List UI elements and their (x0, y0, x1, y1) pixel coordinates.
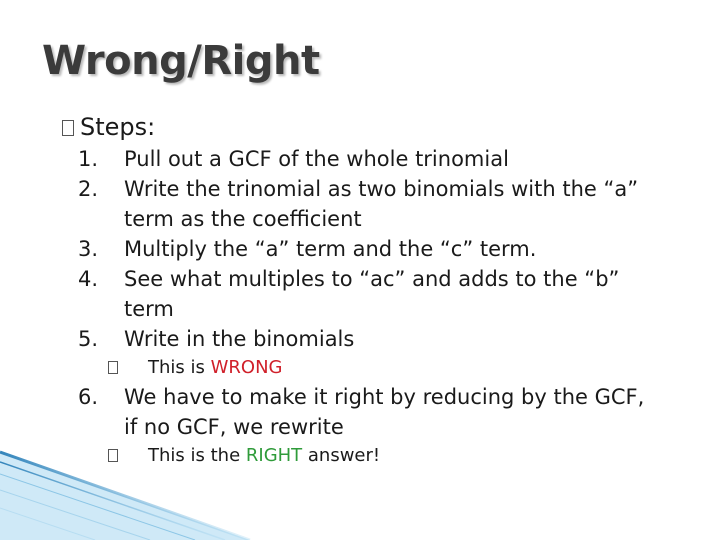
item-number: 4. (78, 267, 99, 291)
steps-heading-label: Steps: (80, 113, 156, 141)
note-prefix: This is the (148, 445, 246, 466)
item-number: 5. (78, 327, 99, 351)
bullet-icon (108, 361, 118, 374)
sub-bullet-right (108, 443, 381, 469)
wrong-highlight: WRONG (210, 357, 283, 378)
item-text: Write the trinomial as two binomials with the “a” (124, 177, 639, 201)
item-text: Write in the binomials (124, 327, 355, 351)
item-text: Pull out a GCF of the whole trinomial (124, 147, 509, 171)
sub-bullet-wrong (108, 355, 283, 381)
item-number: 6. (78, 385, 99, 409)
bullet-icon (108, 449, 118, 462)
item-number: 2. (78, 177, 99, 201)
note-suffix: answer! (302, 445, 381, 466)
item-number: 1. (78, 147, 99, 171)
item-text: See what multiples to “ac” and adds to the “b” (124, 267, 620, 291)
right-highlight: RIGHT (245, 445, 303, 466)
item-number: 3. (78, 237, 99, 261)
bullet-icon (62, 120, 74, 136)
steps-heading (62, 112, 155, 142)
item-text: We have to make it right by reducing by the GCF, (124, 385, 645, 409)
sub-bullet-text (148, 355, 283, 381)
item-text-continued: if no GCF, we rewrite (124, 415, 344, 439)
item-text-continued: term as the coefficient (124, 207, 362, 231)
note-prefix: This is (148, 357, 211, 378)
slide-title: Wrong/Right (42, 38, 320, 84)
item-text: Multiply the “a” term and the “c” term. (124, 237, 537, 261)
item-text-continued: term (124, 297, 174, 321)
sub-bullet-text (148, 443, 380, 469)
